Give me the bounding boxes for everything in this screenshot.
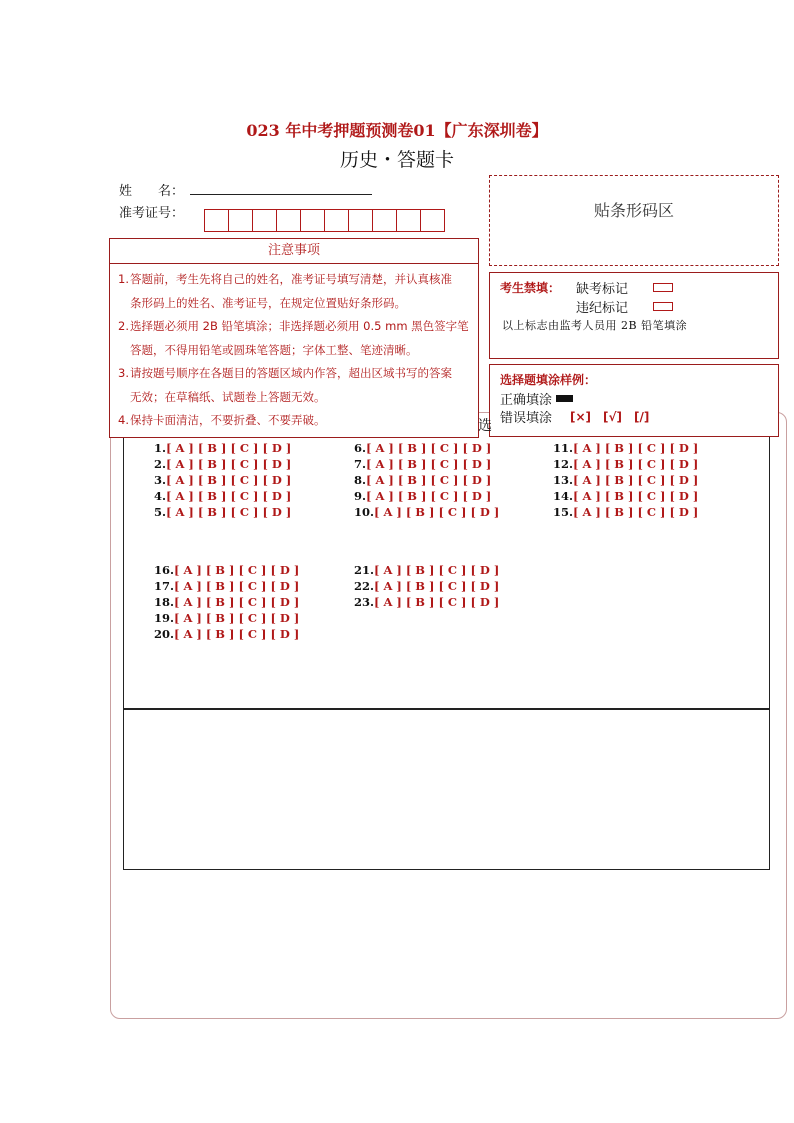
answer-options[interactable]: [ A ] [ B ] [ C ] [ D ] bbox=[166, 489, 292, 503]
correct-fill-label: 正确填涂 bbox=[500, 393, 553, 408]
absent-mark-row bbox=[576, 278, 673, 297]
id-label: 准考证号： bbox=[119, 206, 185, 221]
question-row[interactable] bbox=[354, 440, 491, 456]
answer-options[interactable]: [ A ] [ B ] [ C ] [ D ] bbox=[166, 441, 292, 455]
note-line: 选择题必须用 2B 铅笔填涂；非选择题必须用 0.5 mm 黑色签字笔 bbox=[130, 319, 469, 333]
note-text bbox=[130, 362, 472, 409]
question-row[interactable] bbox=[553, 504, 698, 520]
card-subtitle: 历史・答题卡 bbox=[339, 149, 454, 171]
question-row[interactable] bbox=[354, 456, 491, 472]
question-row[interactable] bbox=[154, 594, 299, 610]
question-number: 2. bbox=[154, 457, 167, 471]
answer-options[interactable]: [ A ] [ B ] [ C ] [ D ] bbox=[374, 595, 500, 609]
question-number: 5. bbox=[154, 505, 167, 519]
name-label: 姓 名： bbox=[119, 184, 185, 199]
question-row[interactable] bbox=[553, 456, 698, 472]
question-row[interactable] bbox=[354, 488, 491, 504]
answer-area-box[interactable] bbox=[123, 709, 770, 870]
violation-label: 违纪标记 bbox=[576, 301, 629, 316]
id-digit-box[interactable] bbox=[396, 209, 421, 232]
examinee-label: 考生禁填： bbox=[500, 281, 561, 295]
note-item bbox=[118, 315, 472, 362]
question-number: 13. bbox=[553, 473, 574, 487]
notes-panel bbox=[109, 238, 479, 438]
question-number: 8. bbox=[354, 473, 367, 487]
note-item bbox=[118, 362, 472, 409]
name-field[interactable] bbox=[190, 194, 372, 195]
answer-options[interactable]: [ A ] [ B ] [ C ] [ D ] bbox=[166, 473, 292, 487]
question-number: 6. bbox=[354, 441, 367, 455]
id-digit-box[interactable] bbox=[420, 209, 445, 232]
question-number: 3. bbox=[154, 473, 167, 487]
section-label: 选 bbox=[478, 418, 492, 434]
question-row[interactable] bbox=[154, 488, 291, 504]
id-digit-box[interactable] bbox=[228, 209, 253, 232]
question-row[interactable] bbox=[154, 626, 299, 642]
note-number: 1. bbox=[118, 272, 129, 286]
question-row[interactable] bbox=[553, 488, 698, 504]
note-item bbox=[118, 268, 472, 315]
absent-checkbox[interactable] bbox=[653, 283, 673, 292]
question-row[interactable] bbox=[553, 472, 698, 488]
violation-mark-row bbox=[576, 297, 673, 316]
answer-options[interactable]: [ A ] [ B ] [ C ] [ D ] bbox=[573, 505, 699, 519]
note-line: 保持卡面清洁，不要折叠、不要弄破。 bbox=[130, 413, 326, 427]
question-number: 20. bbox=[154, 627, 175, 641]
question-number: 1. bbox=[154, 441, 167, 455]
question-row[interactable] bbox=[354, 472, 491, 488]
answer-options[interactable]: [ A ] [ B ] [ C ] [ D ] bbox=[174, 627, 300, 641]
examinee-note: 以上标志由监考人员用 2B 铅笔填涂 bbox=[502, 319, 688, 332]
note-text bbox=[130, 268, 472, 315]
note-text bbox=[130, 409, 472, 433]
question-number: 14. bbox=[553, 489, 574, 503]
question-row[interactable] bbox=[154, 504, 291, 520]
answer-options[interactable]: [ A ] [ B ] [ C ] [ D ] bbox=[366, 457, 492, 471]
question-row[interactable] bbox=[354, 562, 499, 578]
note-number: 4. bbox=[118, 413, 129, 427]
question-row[interactable] bbox=[354, 578, 499, 594]
notes-heading: 注意事项 bbox=[110, 239, 478, 264]
note-item bbox=[118, 409, 472, 433]
id-number-boxes[interactable] bbox=[204, 209, 444, 232]
question-number: 10. bbox=[354, 505, 375, 519]
answer-options[interactable]: [ A ] [ B ] [ C ] [ D ] bbox=[374, 505, 500, 519]
card-title: 023 年中考押题预测卷01【广东深圳卷】 bbox=[246, 121, 548, 140]
question-number: 4. bbox=[154, 489, 167, 503]
answer-options[interactable]: [ A ] [ B ] [ C ] [ D ] bbox=[573, 489, 699, 503]
answer-options[interactable]: [ A ] [ B ] [ C ] [ D ] bbox=[573, 457, 699, 471]
question-number: 7. bbox=[354, 457, 367, 471]
wrong-fill-marks: [×] [√] [/] bbox=[570, 410, 650, 424]
question-row[interactable] bbox=[553, 440, 698, 456]
question-row[interactable] bbox=[154, 562, 299, 578]
wrong-fill-label: 错误填涂 bbox=[500, 411, 553, 426]
absent-label: 缺考标记 bbox=[576, 282, 629, 297]
question-row[interactable] bbox=[354, 594, 499, 610]
examinee-restricted-box bbox=[489, 272, 779, 359]
question-number: 17. bbox=[154, 579, 175, 593]
notes-list bbox=[110, 264, 478, 433]
id-digit-box[interactable] bbox=[276, 209, 301, 232]
answer-options[interactable]: [ A ] [ B ] [ C ] [ D ] bbox=[174, 579, 300, 593]
fill-sample-box bbox=[489, 364, 779, 437]
question-number: 22. bbox=[354, 579, 375, 593]
barcode-area bbox=[489, 175, 779, 266]
answer-options[interactable]: [ A ] [ B ] [ C ] [ D ] bbox=[573, 441, 699, 455]
note-number: 2. bbox=[118, 319, 129, 333]
question-number: 11. bbox=[553, 441, 574, 455]
note-number: 3. bbox=[118, 366, 129, 380]
note-line: 答题前，考生先将自己的姓名，准考证号填写清楚，并认真核准 bbox=[130, 272, 452, 286]
answer-options[interactable]: [ A ] [ B ] [ C ] [ D ] bbox=[374, 563, 500, 577]
note-line: 条形码上的姓名、准考证号，在规定位置贴好条形码。 bbox=[130, 295, 406, 310]
answer-options[interactable]: [ A ] [ B ] [ C ] [ D ] bbox=[366, 473, 492, 487]
answer-options[interactable]: [ A ] [ B ] [ C ] [ D ] bbox=[366, 489, 492, 503]
id-digit-box[interactable] bbox=[348, 209, 373, 232]
answer-options[interactable]: [ A ] [ B ] [ C ] [ D ] bbox=[573, 473, 699, 487]
answer-options[interactable]: [ A ] [ B ] [ C ] [ D ] bbox=[174, 563, 300, 577]
question-row[interactable] bbox=[154, 472, 291, 488]
question-row[interactable] bbox=[154, 610, 299, 626]
note-text bbox=[130, 315, 472, 362]
note-line: 答题，不得用铅笔或圆珠笔答题；字体工整、笔迹清晰。 bbox=[130, 342, 418, 357]
id-digit-box[interactable] bbox=[204, 209, 229, 232]
correct-fill-row bbox=[500, 389, 573, 408]
answer-options[interactable]: [ A ] [ B ] [ C ] [ D ] bbox=[374, 579, 500, 593]
answer-options[interactable]: [ A ] [ B ] [ C ] [ D ] bbox=[166, 505, 292, 519]
id-digit-box[interactable] bbox=[252, 209, 277, 232]
question-number: 23. bbox=[354, 595, 375, 609]
question-row[interactable] bbox=[154, 456, 291, 472]
fill-sample-title: 选择题填涂样例： bbox=[500, 373, 597, 387]
question-number: 12. bbox=[553, 457, 574, 471]
question-number: 9. bbox=[354, 489, 367, 503]
question-number: 15. bbox=[553, 505, 574, 519]
barcode-label: 贴条形码区 bbox=[593, 201, 674, 220]
id-digit-box[interactable] bbox=[372, 209, 397, 232]
question-row[interactable] bbox=[154, 578, 299, 594]
note-line: 请按题号顺序在各题目的答题区域内作答，超出区域书写的答案 bbox=[130, 366, 452, 380]
question-row[interactable] bbox=[354, 504, 499, 520]
answer-options[interactable]: [ A ] [ B ] [ C ] [ D ] bbox=[166, 457, 292, 471]
id-digit-box[interactable] bbox=[324, 209, 349, 232]
question-number: 19. bbox=[154, 611, 175, 625]
answer-options[interactable]: [ A ] [ B ] [ C ] [ D ] bbox=[174, 611, 300, 625]
id-digit-box[interactable] bbox=[300, 209, 325, 232]
answer-options[interactable]: [ A ] [ B ] [ C ] [ D ] bbox=[174, 595, 300, 609]
answer-options[interactable]: [ A ] [ B ] [ C ] [ D ] bbox=[366, 441, 492, 455]
question-number: 18. bbox=[154, 595, 175, 609]
question-number: 16. bbox=[154, 563, 175, 577]
violation-checkbox[interactable] bbox=[653, 302, 673, 311]
question-number: 21. bbox=[354, 563, 375, 577]
filled-mark-icon bbox=[556, 395, 573, 402]
question-row[interactable] bbox=[154, 440, 291, 456]
note-line: 无效；在草稿纸、试题卷上答题无效。 bbox=[130, 389, 326, 404]
